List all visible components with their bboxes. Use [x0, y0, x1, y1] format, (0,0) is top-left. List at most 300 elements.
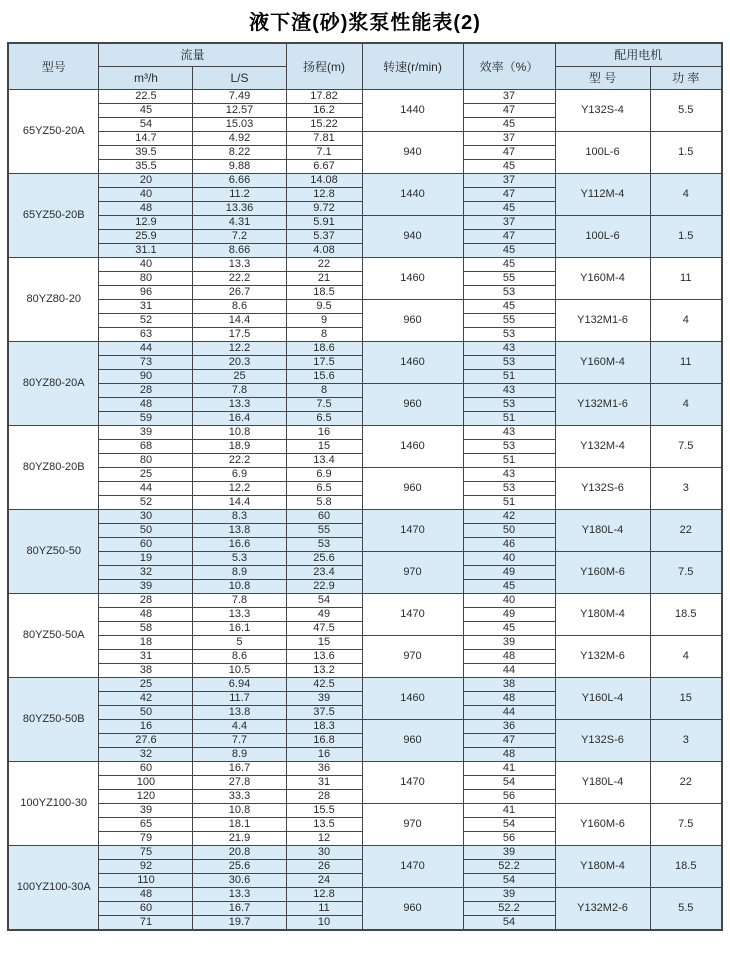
motor-model-cell: Y132M1-6	[555, 383, 650, 425]
speed-cell: 970	[362, 551, 463, 593]
speed-cell: 1460	[362, 677, 463, 719]
motor-power-cell: 15	[650, 677, 722, 719]
flow-m3h-cell: 58	[99, 621, 193, 635]
flow-ls-cell: 14.4	[193, 495, 286, 509]
flow-m3h-cell: 16	[99, 719, 193, 733]
head-cell: 11	[286, 901, 362, 915]
flow-m3h-cell: 63	[99, 327, 193, 341]
flow-m3h-cell: 60	[99, 901, 193, 915]
head-cell: 7.1	[286, 145, 362, 159]
efficiency-cell: 37	[463, 89, 555, 103]
flow-m3h-cell: 18	[99, 635, 193, 649]
head-cell: 18.6	[286, 341, 362, 355]
flow-ls-cell: 10.8	[193, 425, 286, 439]
flow-m3h-cell: 31	[99, 299, 193, 313]
motor-model-cell: Y132M1-6	[555, 299, 650, 341]
flow-m3h-cell: 45	[99, 103, 193, 117]
table-row	[8, 299, 722, 313]
flow-ls-cell: 12.57	[193, 103, 286, 117]
head-cell: 36	[286, 761, 362, 775]
flow-ls-cell: 12.2	[193, 481, 286, 495]
header-row-1	[8, 43, 722, 66]
speed-cell: 970	[362, 803, 463, 845]
efficiency-cell: 44	[463, 705, 555, 719]
head-cell: 13.5	[286, 817, 362, 831]
table-row	[8, 887, 722, 901]
head-cell: 4.08	[286, 243, 362, 257]
flow-ls-cell: 27.8	[193, 775, 286, 789]
table-row	[8, 803, 722, 817]
pump-model-cell: 65YZ50-20A	[8, 89, 99, 173]
flow-ls-cell: 7.2	[193, 229, 286, 243]
head-cell: 37.5	[286, 705, 362, 719]
motor-model-cell: Y180M-4	[555, 593, 650, 635]
efficiency-cell: 47	[463, 229, 555, 243]
efficiency-cell: 45	[463, 201, 555, 215]
motor-power-cell: 22	[650, 761, 722, 803]
head-cell: 16.2	[286, 103, 362, 117]
speed-cell: 1440	[362, 89, 463, 131]
head-cell: 16	[286, 747, 362, 761]
motor-model-cell: Y132M2-6	[555, 887, 650, 930]
flow-m3h-cell: 32	[99, 565, 193, 579]
efficiency-cell: 45	[463, 243, 555, 257]
table-row	[8, 719, 722, 733]
efficiency-cell: 43	[463, 425, 555, 439]
efficiency-cell: 48	[463, 691, 555, 705]
pump-model-cell: 80YZ50-50A	[8, 593, 99, 677]
pump-model-cell: 100YZ100-30	[8, 761, 99, 845]
table-row	[8, 467, 722, 481]
pump-model-cell: 100YZ100-30A	[8, 845, 99, 930]
table-row	[8, 593, 722, 607]
efficiency-cell: 53	[463, 397, 555, 411]
flow-m3h-cell: 90	[99, 369, 193, 383]
flow-m3h-cell: 59	[99, 411, 193, 425]
flow-m3h-cell: 25.9	[99, 229, 193, 243]
flow-ls-cell: 8.6	[193, 299, 286, 313]
motor-model-cell: Y160M-4	[555, 341, 650, 383]
speed-cell: 970	[362, 635, 463, 677]
motor-model-cell: Y132S-4	[555, 89, 650, 131]
col-header-motor-model: 型 号	[555, 66, 650, 89]
motor-power-cell: 1.5	[650, 131, 722, 173]
motor-power-cell: 5.5	[650, 887, 722, 930]
efficiency-cell: 51	[463, 369, 555, 383]
flow-ls-cell: 15.03	[193, 117, 286, 131]
flow-ls-cell: 11.2	[193, 187, 286, 201]
head-cell: 55	[286, 523, 362, 537]
col-header-head: 扬程(m)	[286, 43, 362, 89]
head-cell: 42.5	[286, 677, 362, 691]
motor-model-cell: Y160M-6	[555, 551, 650, 593]
motor-power-cell: 11	[650, 257, 722, 299]
table-row	[8, 425, 722, 439]
efficiency-cell: 45	[463, 621, 555, 635]
flow-m3h-cell: 44	[99, 341, 193, 355]
motor-power-cell: 7.5	[650, 803, 722, 845]
efficiency-cell: 47	[463, 187, 555, 201]
pump-model-cell: 80YZ80-20A	[8, 341, 99, 425]
flow-ls-cell: 8.3	[193, 509, 286, 523]
efficiency-cell: 47	[463, 103, 555, 117]
flow-ls-cell: 16.7	[193, 901, 286, 915]
head-cell: 21	[286, 271, 362, 285]
efficiency-cell: 54	[463, 873, 555, 887]
table-row	[8, 173, 722, 187]
flow-ls-cell: 20.3	[193, 355, 286, 369]
speed-cell: 940	[362, 215, 463, 257]
flow-ls-cell: 12.2	[193, 341, 286, 355]
flow-ls-cell: 8.22	[193, 145, 286, 159]
flow-m3h-cell: 79	[99, 831, 193, 845]
motor-power-cell: 7.5	[650, 425, 722, 467]
head-cell: 17.82	[286, 89, 362, 103]
flow-m3h-cell: 28	[99, 383, 193, 397]
motor-model-cell: Y160M-6	[555, 803, 650, 845]
flow-m3h-cell: 48	[99, 397, 193, 411]
col-header-flow-m3h: m³/h	[99, 66, 193, 89]
efficiency-cell: 55	[463, 313, 555, 327]
efficiency-cell: 43	[463, 383, 555, 397]
flow-ls-cell: 9.88	[193, 159, 286, 173]
efficiency-cell: 53	[463, 327, 555, 341]
efficiency-cell: 54	[463, 817, 555, 831]
table-row	[8, 257, 722, 271]
efficiency-cell: 41	[463, 761, 555, 775]
efficiency-cell: 37	[463, 131, 555, 145]
flow-m3h-cell: 42	[99, 691, 193, 705]
head-cell: 13.6	[286, 649, 362, 663]
head-cell: 9.5	[286, 299, 362, 313]
table-row	[8, 635, 722, 649]
efficiency-cell: 52.2	[463, 901, 555, 915]
head-cell: 5.8	[286, 495, 362, 509]
speed-cell: 1460	[362, 341, 463, 383]
head-cell: 17.5	[286, 355, 362, 369]
head-cell: 25.6	[286, 551, 362, 565]
flow-ls-cell: 16.7	[193, 761, 286, 775]
efficiency-cell: 46	[463, 537, 555, 551]
flow-m3h-cell: 28	[99, 593, 193, 607]
speed-cell: 1460	[362, 425, 463, 467]
efficiency-cell: 53	[463, 481, 555, 495]
col-header-flow-ls: L/S	[193, 66, 286, 89]
efficiency-cell: 52.2	[463, 859, 555, 873]
efficiency-cell: 36	[463, 719, 555, 733]
head-cell: 23.4	[286, 565, 362, 579]
efficiency-cell: 39	[463, 887, 555, 901]
flow-m3h-cell: 50	[99, 705, 193, 719]
motor-power-cell: 7.5	[650, 551, 722, 593]
pump-model-cell: 80YZ50-50B	[8, 677, 99, 761]
flow-ls-cell: 7.8	[193, 593, 286, 607]
motor-model-cell: Y132S-6	[555, 719, 650, 761]
speed-cell: 960	[362, 887, 463, 930]
flow-ls-cell: 30.6	[193, 873, 286, 887]
motor-model-cell: Y160L-4	[555, 677, 650, 719]
flow-ls-cell: 25	[193, 369, 286, 383]
flow-m3h-cell: 48	[99, 201, 193, 215]
flow-m3h-cell: 92	[99, 859, 193, 873]
efficiency-cell: 37	[463, 215, 555, 229]
head-cell: 24	[286, 873, 362, 887]
flow-ls-cell: 8.9	[193, 565, 286, 579]
flow-ls-cell: 10.8	[193, 579, 286, 593]
flow-ls-cell: 5.3	[193, 551, 286, 565]
flow-m3h-cell: 32	[99, 747, 193, 761]
motor-power-cell: 11	[650, 341, 722, 383]
col-header-efficiency: 效率（%）	[463, 43, 555, 89]
col-header-motor-power: 功 率	[650, 66, 722, 89]
motor-power-cell: 1.5	[650, 215, 722, 257]
efficiency-cell: 50	[463, 523, 555, 537]
flow-ls-cell: 6.9	[193, 467, 286, 481]
efficiency-cell: 49	[463, 565, 555, 579]
flow-m3h-cell: 75	[99, 845, 193, 859]
flow-m3h-cell: 68	[99, 439, 193, 453]
flow-m3h-cell: 50	[99, 523, 193, 537]
motor-model-cell: Y132S-6	[555, 467, 650, 509]
flow-m3h-cell: 39.5	[99, 145, 193, 159]
table-row	[8, 551, 722, 565]
efficiency-cell: 51	[463, 411, 555, 425]
efficiency-cell: 54	[463, 775, 555, 789]
flow-m3h-cell: 31.1	[99, 243, 193, 257]
head-cell: 10	[286, 915, 362, 930]
table-row	[8, 89, 722, 103]
motor-power-cell: 3	[650, 719, 722, 761]
flow-ls-cell: 25.6	[193, 859, 286, 873]
motor-model-cell: Y132M-6	[555, 635, 650, 677]
motor-model-cell: Y160M-4	[555, 257, 650, 299]
flow-ls-cell: 13.8	[193, 523, 286, 537]
efficiency-cell: 41	[463, 803, 555, 817]
speed-cell: 960	[362, 467, 463, 509]
flow-m3h-cell: 71	[99, 915, 193, 930]
col-header-speed: 转速(r/min)	[362, 43, 463, 89]
flow-ls-cell: 18.9	[193, 439, 286, 453]
head-cell: 22.9	[286, 579, 362, 593]
head-cell: 49	[286, 607, 362, 621]
head-cell: 13.4	[286, 453, 362, 467]
flow-ls-cell: 4.92	[193, 131, 286, 145]
motor-model-cell: Y180M-4	[555, 845, 650, 887]
flow-ls-cell: 10.8	[193, 803, 286, 817]
speed-cell: 1470	[362, 593, 463, 635]
efficiency-cell: 45	[463, 579, 555, 593]
speed-cell: 1460	[362, 257, 463, 299]
efficiency-cell: 49	[463, 607, 555, 621]
flow-ls-cell: 7.49	[193, 89, 286, 103]
flow-m3h-cell: 14.7	[99, 131, 193, 145]
head-cell: 28	[286, 789, 362, 803]
flow-m3h-cell: 25	[99, 677, 193, 691]
head-cell: 18.5	[286, 285, 362, 299]
motor-model-cell: 100L-6	[555, 131, 650, 173]
flow-ls-cell: 6.94	[193, 677, 286, 691]
flow-ls-cell: 13.3	[193, 607, 286, 621]
flow-m3h-cell: 52	[99, 313, 193, 327]
head-cell: 30	[286, 845, 362, 859]
flow-ls-cell: 13.8	[193, 705, 286, 719]
flow-ls-cell: 7.8	[193, 383, 286, 397]
flow-m3h-cell: 96	[99, 285, 193, 299]
efficiency-cell: 53	[463, 439, 555, 453]
efficiency-cell: 39	[463, 635, 555, 649]
flow-m3h-cell: 80	[99, 453, 193, 467]
head-cell: 6.5	[286, 481, 362, 495]
flow-m3h-cell: 38	[99, 663, 193, 677]
motor-model-cell: Y180L-4	[555, 509, 650, 551]
head-cell: 22	[286, 257, 362, 271]
pump-model-cell: 80YZ80-20B	[8, 425, 99, 509]
flow-ls-cell: 19.7	[193, 915, 286, 930]
head-cell: 18.3	[286, 719, 362, 733]
flow-m3h-cell: 40	[99, 257, 193, 271]
efficiency-cell: 56	[463, 789, 555, 803]
flow-m3h-cell: 48	[99, 887, 193, 901]
table-row	[8, 677, 722, 691]
efficiency-cell: 55	[463, 271, 555, 285]
head-cell: 60	[286, 509, 362, 523]
head-cell: 7.81	[286, 131, 362, 145]
efficiency-cell: 39	[463, 845, 555, 859]
motor-model-cell: Y180L-4	[555, 761, 650, 803]
col-header-flow: 流量	[99, 43, 286, 66]
flow-m3h-cell: 44	[99, 481, 193, 495]
head-cell: 12	[286, 831, 362, 845]
efficiency-cell: 38	[463, 677, 555, 691]
efficiency-cell: 45	[463, 117, 555, 131]
flow-ls-cell: 13.3	[193, 887, 286, 901]
head-cell: 6.67	[286, 159, 362, 173]
efficiency-cell: 47	[463, 733, 555, 747]
head-cell: 9	[286, 313, 362, 327]
table-row	[8, 383, 722, 397]
flow-ls-cell: 7.7	[193, 733, 286, 747]
flow-ls-cell: 16.4	[193, 411, 286, 425]
flow-m3h-cell: 110	[99, 873, 193, 887]
flow-m3h-cell: 100	[99, 775, 193, 789]
flow-m3h-cell: 48	[99, 607, 193, 621]
head-cell: 54	[286, 593, 362, 607]
motor-power-cell: 3	[650, 467, 722, 509]
flow-m3h-cell: 54	[99, 117, 193, 131]
flow-ls-cell: 11.7	[193, 691, 286, 705]
flow-m3h-cell: 80	[99, 271, 193, 285]
head-cell: 5.91	[286, 215, 362, 229]
col-header-motor: 配用电机	[555, 43, 722, 66]
motor-power-cell: 4	[650, 635, 722, 677]
head-cell: 8	[286, 383, 362, 397]
table-header	[8, 43, 722, 89]
flow-ls-cell: 26.7	[193, 285, 286, 299]
motor-model-cell: Y112M-4	[555, 173, 650, 215]
efficiency-cell: 40	[463, 593, 555, 607]
table-row	[8, 845, 722, 859]
flow-m3h-cell: 27.6	[99, 733, 193, 747]
flow-ls-cell: 13.36	[193, 201, 286, 215]
speed-cell: 1470	[362, 845, 463, 887]
efficiency-cell: 53	[463, 355, 555, 369]
flow-ls-cell: 33.3	[193, 789, 286, 803]
efficiency-cell: 44	[463, 663, 555, 677]
speed-cell: 960	[362, 383, 463, 425]
flow-ls-cell: 17.5	[193, 327, 286, 341]
flow-ls-cell: 22.2	[193, 271, 286, 285]
head-cell: 16	[286, 425, 362, 439]
speed-cell: 960	[362, 719, 463, 761]
table-row	[8, 761, 722, 775]
head-cell: 13.2	[286, 663, 362, 677]
flow-ls-cell: 4.4	[193, 719, 286, 733]
efficiency-cell: 47	[463, 145, 555, 159]
head-cell: 12.8	[286, 187, 362, 201]
head-cell: 39	[286, 691, 362, 705]
flow-m3h-cell: 20	[99, 173, 193, 187]
efficiency-cell: 53	[463, 285, 555, 299]
head-cell: 31	[286, 775, 362, 789]
table-row	[8, 215, 722, 229]
table-body	[8, 89, 722, 930]
efficiency-cell: 37	[463, 173, 555, 187]
flow-m3h-cell: 73	[99, 355, 193, 369]
head-cell: 15	[286, 439, 362, 453]
efficiency-cell: 54	[463, 915, 555, 930]
motor-power-cell: 5.5	[650, 89, 722, 131]
flow-ls-cell: 21.9	[193, 831, 286, 845]
flow-ls-cell: 20.8	[193, 845, 286, 859]
efficiency-cell: 43	[463, 341, 555, 355]
efficiency-cell: 51	[463, 453, 555, 467]
head-cell: 12.8	[286, 887, 362, 901]
speed-cell: 960	[362, 299, 463, 341]
head-cell: 5.37	[286, 229, 362, 243]
table-row	[8, 131, 722, 145]
flow-m3h-cell: 39	[99, 425, 193, 439]
efficiency-cell: 45	[463, 299, 555, 313]
motor-model-cell: Y132M-4	[555, 425, 650, 467]
flow-ls-cell: 22.2	[193, 453, 286, 467]
flow-ls-cell: 14.4	[193, 313, 286, 327]
head-cell: 9.72	[286, 201, 362, 215]
flow-m3h-cell: 31	[99, 649, 193, 663]
efficiency-cell: 45	[463, 257, 555, 271]
head-cell: 16.8	[286, 733, 362, 747]
motor-power-cell: 18.5	[650, 845, 722, 887]
flow-m3h-cell: 19	[99, 551, 193, 565]
flow-ls-cell: 13.3	[193, 257, 286, 271]
flow-m3h-cell: 12.9	[99, 215, 193, 229]
head-cell: 26	[286, 859, 362, 873]
flow-ls-cell: 16.1	[193, 621, 286, 635]
speed-cell: 1440	[362, 173, 463, 215]
flow-m3h-cell: 52	[99, 495, 193, 509]
flow-ls-cell: 8.6	[193, 649, 286, 663]
head-cell: 15	[286, 635, 362, 649]
flow-m3h-cell: 39	[99, 803, 193, 817]
efficiency-cell: 42	[463, 509, 555, 523]
efficiency-cell: 51	[463, 495, 555, 509]
pump-model-cell: 80YZ50-50	[8, 509, 99, 593]
pump-model-cell: 80YZ80-20	[8, 257, 99, 341]
efficiency-cell: 40	[463, 551, 555, 565]
page-title: 液下渣(砂)浆泵性能表(2)	[249, 12, 481, 34]
efficiency-cell: 45	[463, 159, 555, 173]
motor-power-cell: 18.5	[650, 593, 722, 635]
flow-ls-cell: 16.6	[193, 537, 286, 551]
